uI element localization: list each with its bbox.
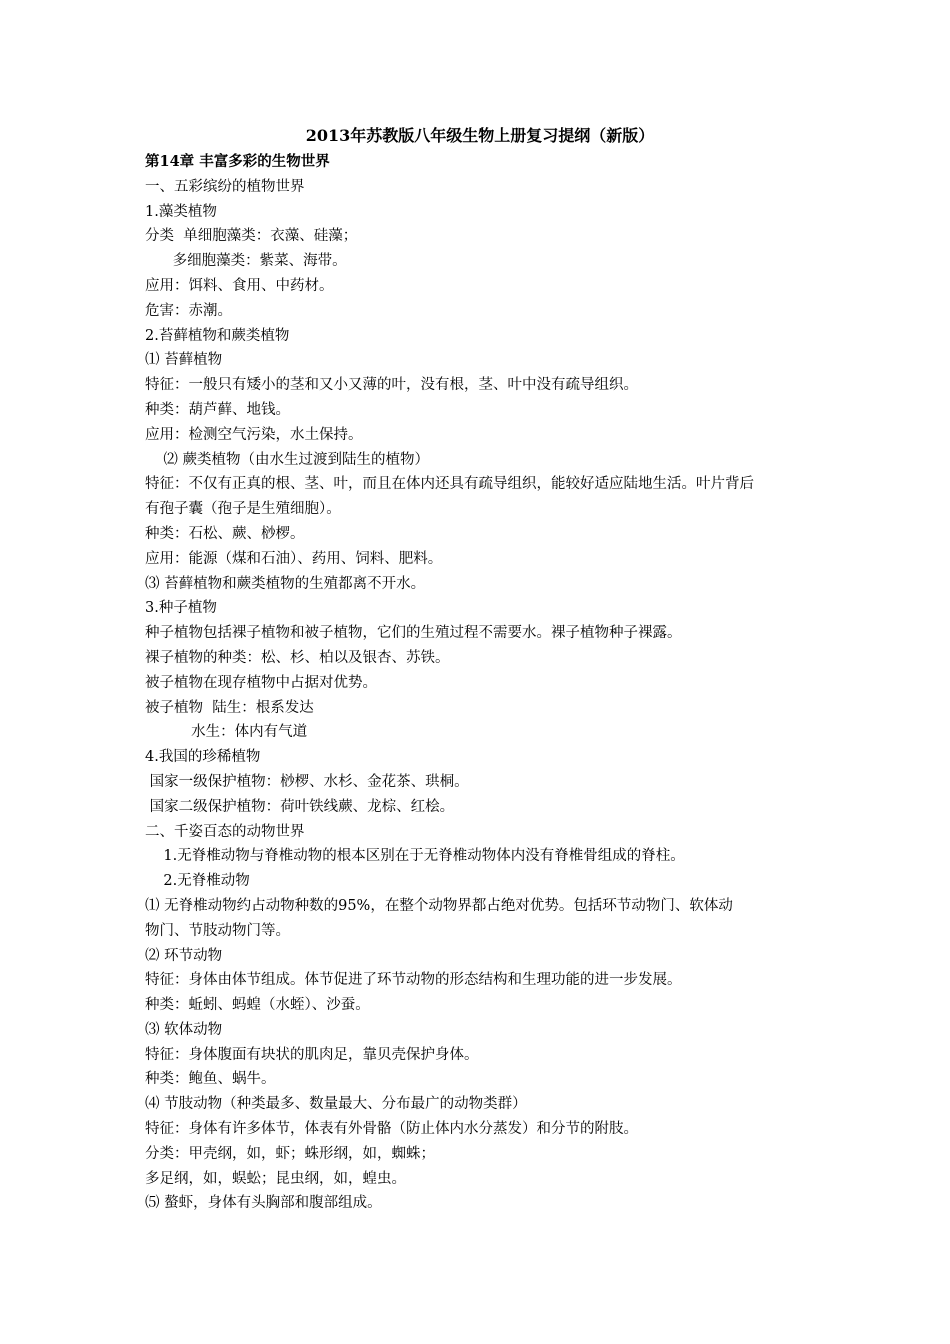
- text-line: 特征：身体腹面有块状的肌肉足，靠贝壳保护身体。: [145, 1046, 479, 1063]
- text-line: ⑸ 螯虾，身体有头胸部和腹部组成。: [145, 1195, 382, 1212]
- text-line: 国家二级保护植物：荷叶铁线蕨、龙棕、红桧。: [145, 798, 455, 815]
- text-line: 国家一级保护植物：桫椤、水杉、金花茶、珙桐。: [145, 773, 469, 790]
- text-line: 种类：葫芦藓、地钱。: [145, 401, 290, 418]
- text-line: ⑵ 蕨类植物（由水生过渡到陆生的植物）: [145, 451, 430, 468]
- text-line: 水生：体内有气道: [145, 724, 308, 741]
- text-line: 1.无脊椎动物与脊椎动物的根本区别在于无脊椎动物体内没有脊椎骨组成的脊柱。: [145, 848, 685, 865]
- text-line: ⑶ 苔藓植物和蕨类植物的生殖都离不开水。: [145, 575, 426, 592]
- text-line: 应用：能源（煤和石油）、药用、饲料、肥料。: [145, 550, 443, 567]
- text-line: 种类：鲍鱼、蜗牛。: [145, 1071, 276, 1088]
- text-line: ⑵ 环节动物: [145, 947, 223, 964]
- text-line: 应用：检测空气污染，水土保持。: [145, 426, 363, 443]
- text-line: 分类：甲壳纲，如，虾；蛛形纲，如，蜘蛛；: [145, 1145, 435, 1162]
- text-line: ⑴ 苔藓植物: [145, 352, 223, 369]
- text-line: 特征：身体由体节组成。体节促进了环节动物的形态结构和生理功能的进一步发展。: [145, 972, 682, 989]
- text-line: 危害：赤潮。: [145, 302, 232, 319]
- text-line: 分类 单细胞藻类：衣藻、硅藻；: [145, 228, 358, 245]
- section-heading-animals: 二、千姿百态的动物世界: [145, 823, 305, 840]
- text-line: ⑷ 节肢动物（种类最多、数量最大、分布最广的动物类群）: [145, 1096, 527, 1113]
- text-line: 特征：不仅有正真的根、茎、叶，而且在体内还具有疏导组织，能较好适应陆地生活。叶片背后: [145, 476, 754, 493]
- subsection-moss-fern: 2.苔藓植物和蕨类植物: [145, 327, 290, 344]
- text-line: 种类：石松、蕨、桫椤。: [145, 525, 305, 542]
- text-line: 物门、节肢动物门等。: [145, 922, 290, 939]
- document-body: [145, 150, 815, 1216]
- text-line: 种类：蚯蚓、蚂蝗（水蛭）、沙蚕。: [145, 997, 370, 1014]
- chapter-heading: 第14章 丰富多彩的生物世界: [145, 153, 330, 170]
- document-title: 2013年苏教版八年级生物上册复习提纲（新版）: [305, 126, 655, 145]
- text-line: 多细胞藻类：紫菜、海带。: [145, 253, 347, 270]
- text-line: 特征：身体有许多体节，体表有外骨骼（防止体内水分蒸发）和分节的附肢。: [145, 1121, 638, 1138]
- subsection-seed-plants: 3.种子植物: [145, 600, 217, 617]
- text-line: 应用：饵料、食用、中药材。: [145, 277, 334, 294]
- subsection-invertebrates: 2.无脊椎动物: [145, 873, 250, 890]
- text-line: 裸子植物的种类：松、杉、柏以及银杏、苏铁。: [145, 649, 450, 666]
- text-line: 被子植物 陆生：根系发达: [145, 699, 314, 716]
- text-line: 有孢子囊（孢子是生殖细胞）。: [145, 501, 341, 518]
- document-page: [145, 122, 815, 1216]
- section-heading-plants: 一、五彩缤纷的植物世界: [145, 178, 305, 195]
- subsection-algae: 1.藻类植物: [145, 203, 217, 220]
- text-line: 特征：一般只有矮小的茎和又小又薄的叶，没有根，茎、叶中没有疏导组织。: [145, 377, 638, 394]
- text-line: 被子植物在现存植物中占据对优势。: [145, 674, 377, 691]
- text-line: 多足纲，如，蜈蚣；昆虫纲，如，蝗虫。: [145, 1170, 406, 1187]
- text-line: 种子植物包括裸子植物和被子植物，它们的生殖过程不需要水。裸子植物种子裸露。: [145, 625, 682, 642]
- subsection-rare-plants: 4.我国的珍稀植物: [145, 749, 261, 766]
- text-line: ⑶ 软体动物: [145, 1021, 223, 1038]
- text-line: ⑴ 无脊椎动物约占动物种数的95%，在整个动物界都占绝对优势。包括环节动物门、软体动: [145, 897, 733, 914]
